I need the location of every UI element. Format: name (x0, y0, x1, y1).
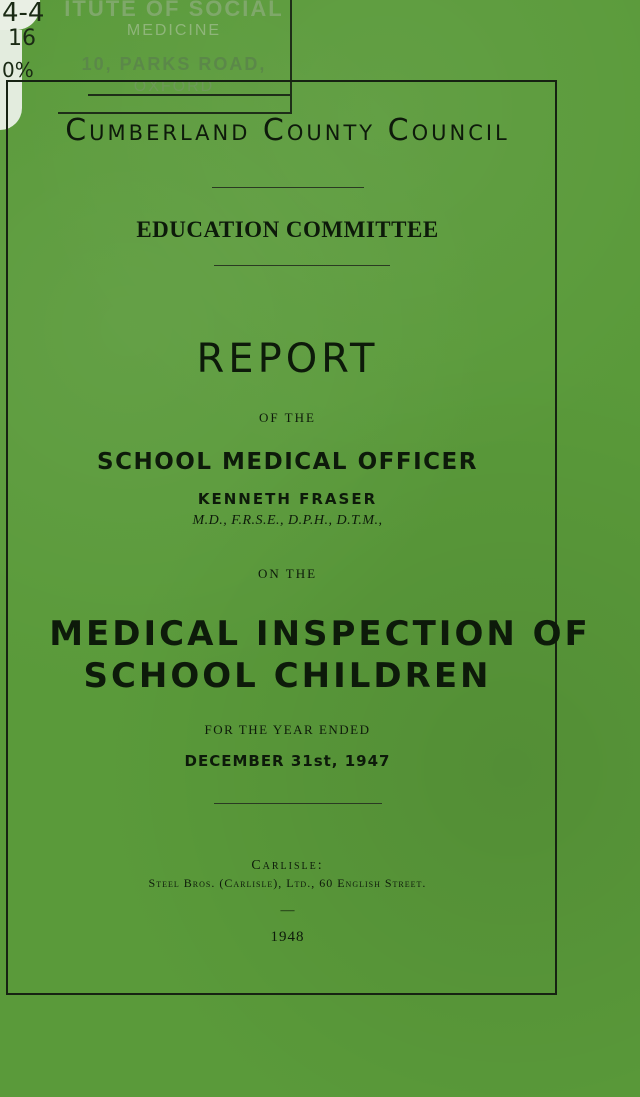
report-date: DECEMBER 31st, 1947 (184, 752, 391, 770)
publication-year: 1948 (270, 929, 305, 945)
divider-rule (214, 803, 382, 804)
printer-imprint: Steel Bros. (Carlisle), Ltd., 60 English Street. (148, 876, 427, 890)
on-the-text: ON THE (257, 566, 318, 581)
committee-name: EDUCATION COMMITTEE (136, 217, 439, 242)
officer-qualifications: M.D., F.R.S.E., D.P.H., D.T.M., (192, 513, 383, 528)
report-title-line1: MEDICAL INSPECTION OF (49, 614, 591, 654)
stamp-line: MEDICINE (126, 22, 222, 39)
handwritten-mark: 16 (8, 26, 36, 51)
imprint-dash: — (280, 903, 295, 918)
council-name: Cumberland County Council (65, 113, 510, 148)
handwritten-mark: 0% (2, 58, 34, 82)
divider-rule (214, 265, 390, 266)
report-title-line2: SCHOOL CHILDREN (83, 656, 492, 696)
publisher-place: Carlisle: (251, 858, 324, 873)
handwritten-mark: 4-4 (2, 0, 45, 28)
year-ended-text: FOR THE YEAR ENDED (204, 722, 371, 737)
stamp-line: 10, PARKS ROAD, (81, 54, 267, 74)
stamp-line: ITUTE OF SOCIAL (64, 0, 284, 21)
stamp-line: OXFORD (133, 78, 215, 95)
divider-rule (212, 187, 364, 188)
report-heading: REPORT (196, 336, 379, 382)
of-the-text: OF THE (259, 410, 316, 425)
officer-name: KENNETH FRASER (197, 490, 378, 508)
officer-title: SCHOOL MEDICAL OFFICER (97, 449, 478, 475)
